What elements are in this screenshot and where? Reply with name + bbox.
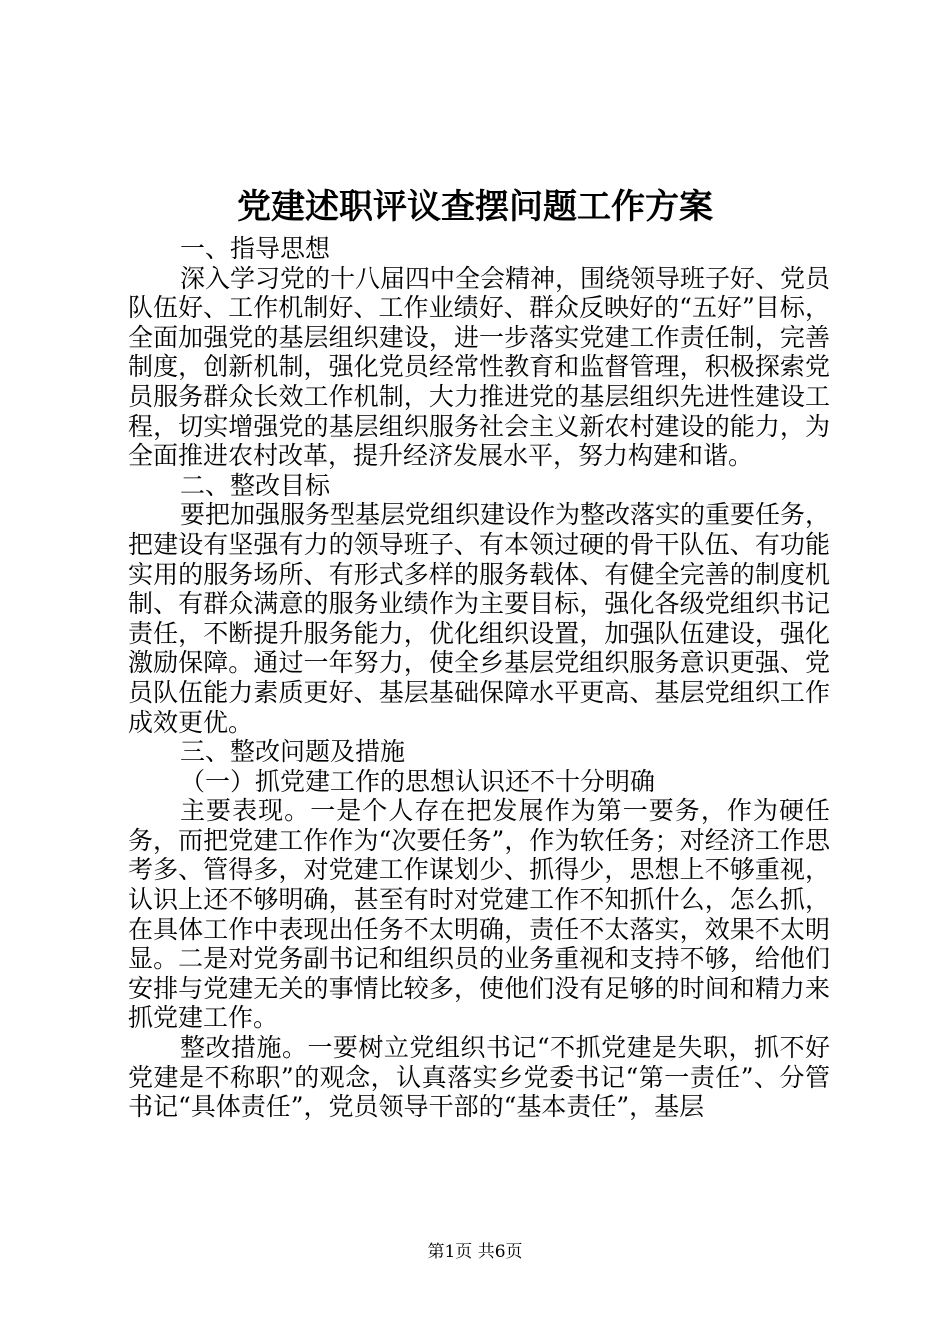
paragraph-main-manifestations: 主要表现。一是个人存在把发展作为第一要务，作为硬任务，而把党建工作作为“次要任务”，作为软任务；对经济工作思考多、管得多，对党建工作谋划少、抓得少，思想上不够重视，认识上还不够明确，甚至有时对党建工作不知抓什么，怎么抓，在具体工作中表现出任务不太明确，责任不太落实，效果不太明显。二是对党务副书记和组织员的业务重视和支持不够，给他们安排与党建无关的事情比较多，使他们没有足够的时间和精力来抓党建工作。	[128, 796, 830, 1033]
document-title: 党建述职评议查摆问题工作方案	[237, 187, 713, 227]
section-heading-2: 二、整改目标	[180, 470, 331, 500]
document-body	[128, 234, 830, 1122]
page-footer: 第1页 共6页	[427, 1242, 523, 1262]
paragraph-rectification-goal: 要把加强服务型基层党组织建设作为整改落实的重要任务，把建设有坚强有力的领导班子、有本领过硬的骨干队伍、有功能实用的服务场所、有形式多样的服务载体、有健全完善的制度机制、有群众满意的服务业绩作为主要目标，强化各级党组织书记责任，不断提升服务能力，优化组织设置，加强队伍建设，强化激励保障。通过一年努力，使全乡基层党组织服务意识更强、党员队伍能力素质更好、基层基础保障水平更高、基层党组织工作成效更优。	[128, 500, 831, 737]
section-heading-3: 三、整改问题及措施	[180, 737, 406, 767]
section-heading-1: 一、指导思想	[180, 234, 331, 263]
subsection-heading-1: （一）抓党建工作的思想认识还不十分明确	[180, 766, 656, 796]
paragraph-guiding-thought: 深入学习党的十八届四中全会精神，围绕领导班子好、党员队伍好、工作机制好、工作业绩好、群众反映好的“五好”目标，全面加强党的基层组织建设，进一步落实党建工作责任制，完善制度，创新机制，强化党员经常性教育和监督管理，积极探索党员服务群众长效工作机制，大力推进党的基层组织先进性建设工程，切实增强党的基层组织服务社会主义新农村建设的能力，为全面推进农村改革，提升经济发展水平，努力构建和谐。	[128, 263, 831, 471]
paragraph-rectification-measures: 整改措施。一要树立党组织书记“不抓党建是失职，抓不好党建是不称职”的观念，认真落实乡党委书记“第一责任”、分管书记“具体责任”，党员领导干部的“基本责任”，基层	[128, 1033, 830, 1122]
